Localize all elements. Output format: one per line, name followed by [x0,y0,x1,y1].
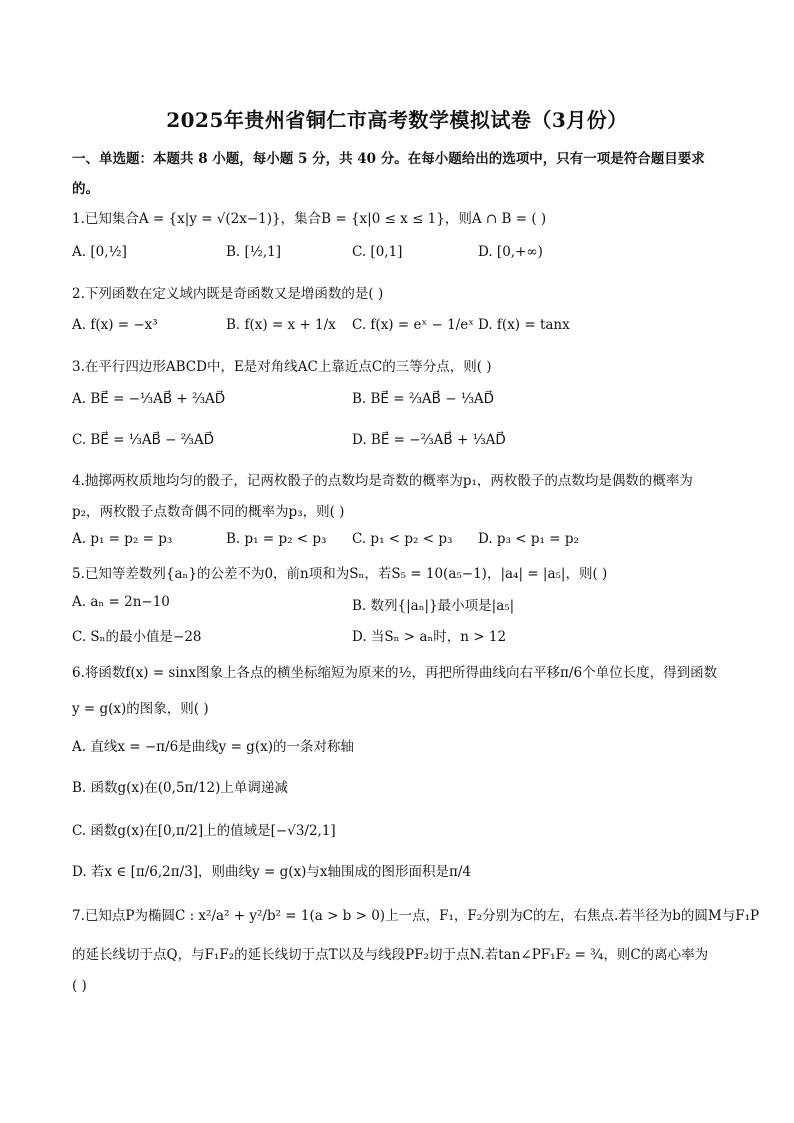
question-6-option-a: A. 直线x = −π/6是曲线y = g(x)的一条对称轴 [72,739,354,755]
question-1-stem: 1.已知集合A = {x|y = √(2x−1)}，集合B = {x|0 ≤ x ≤ 1}，则A ∩ B = ( ) [72,211,547,227]
question-5-option-a: A. aₙ = 2n−10 [72,594,170,610]
question-4-stem: 4.抛掷两枚质地均匀的骰子，记两枚骰子的点数均是奇数的概率为p₁，两枚骰子的点数均是偶数的概率为 [72,473,693,489]
section-heading: 一、单选题：本题共 8 小题，每小题 5 分，共 40 分。在每小题给出的选项中，只有一项是符合题目要求 [72,151,705,167]
question-4-option-a: A. p₁ = p₂ = p₃ [72,531,173,547]
question-6-stem-cont: y = g(x)的图象，则( ) [72,701,209,717]
question-1-option-a: A. [0,½] [72,244,127,260]
question-5-option-d: D. 当Sₙ > aₙ时，n > 12 [352,629,507,645]
question-3-option-a: A. BE⃗ = −⅓AB⃗ + ⅔AD⃗ [72,391,226,407]
question-3-option-c: C. BE⃗ = ⅓AB⃗ − ⅔AD⃗ [72,432,214,448]
question-6-option-b: B. 函数g(x)在(0,5π/12)上单调递减 [72,780,288,796]
page-title: 2025年贵州省铜仁市高考数学模拟试卷（3月份） [166,108,628,132]
question-5-stem: 5.已知等差数列{aₙ}的公差不为0，前n项和为Sₙ，若S₅ = 10(a₅−1)，|a₄| = |a₅|，则( ) [72,566,608,582]
question-6-option-d: D. 若x ∈ [π/6,2π/3]，则曲线y = g(x)与x轴围成的图形面积是π/4 [72,864,471,880]
question-2-option-a: A. f(x) = −x³ [72,317,158,333]
question-7-stem-answer: ( ) [72,978,87,994]
question-2-stem: 2.下列函数在定义域内既是奇函数又是增函数的是( ) [72,286,384,302]
question-4-option-d: D. p₃ < p₁ = p₂ [478,531,579,547]
question-7-stem: 7.已知点P为椭圆C : x²/a² + y²/b² = 1(a > b > 0)上一点，F₁，F₂分别为C的左，右焦点.若半径为b的圆M与F₁P [72,908,760,924]
question-3-option-d: D. BE⃗ = −⅔AB⃗ + ⅓AD⃗ [352,432,506,448]
question-7-stem-cont: 的延长线切于点Q，与F₁F₂的延长线切于点T以及与线段PF₂切于点N.若tan∠PF₁F₂ = ¾，则C的离心率为 [72,947,709,963]
question-2-option-c: C. f(x) = eˣ − 1/eˣ [352,317,474,333]
question-4-option-c: C. p₁ < p₂ < p₃ [352,531,453,547]
question-6-option-c: C. 函数g(x)在[0,π/2]上的值域是[−√3/2,1] [72,823,336,839]
question-1-option-c: C. [0,1] [352,244,403,260]
section-heading-cont: 的。 [72,181,99,197]
question-1-option-d: D. [0,+∞) [478,244,543,260]
question-1-option-b: B. [½,1] [226,244,282,260]
question-3-option-b: B. BE⃗ = ⅔AB⃗ − ⅓AD⃗ [352,391,495,407]
question-4-option-b: B. p₁ = p₂ < p₃ [226,531,327,547]
question-5-option-c: C. Sₙ的最小值是−28 [72,629,202,645]
question-5-option-b: B. 数列{|aₙ|}最小项是|a₅| [352,598,515,614]
question-6-stem: 6.将函数f(x) = sinx图象上各点的横坐标缩短为原来的½，再把所得曲线向右平移π/6个单位长度，得到函数 [72,665,718,681]
question-2-option-d: D. f(x) = tanx [478,317,570,333]
question-3-stem: 3.在平行四边形ABCD中，E是对角线AC上靠近点C的三等分点，则( ) [72,359,492,375]
question-4-stem-cont: p₂，两枚骰子点数奇偶不同的概率为p₃，则( ) [72,504,345,520]
question-2-option-b: B. f(x) = x + 1/x [226,317,336,333]
